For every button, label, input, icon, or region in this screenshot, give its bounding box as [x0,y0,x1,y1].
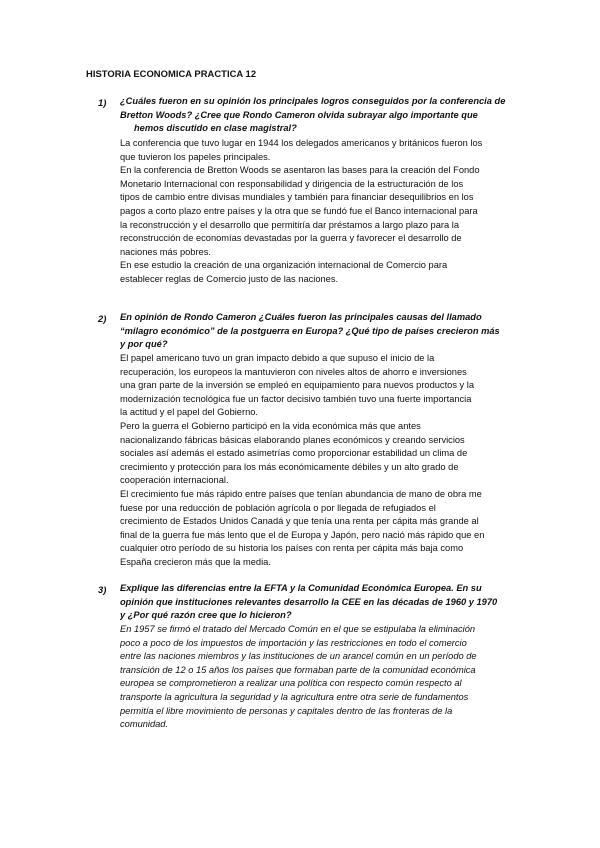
answer-line: transporte la agricultura la seguridad y la agricultura entre otra serie de fundamentos [120,691,469,702]
question-2-number: 2) [98,313,107,324]
answer-line: comunidad. [120,719,169,730]
answer-line: modernización tecnológica fue un factor decisivo también tuvo una fuerte importancia [120,393,472,404]
answer-line: La conferencia que tuvo lugar en 1944 los delegados americanos y británicos fueron los [120,138,483,148]
answer-line: final de la guerra fue más lento que el de Europa y Japón, pero nació más rápido que en [120,529,485,540]
answer-1 [120,137,520,287]
answer-2 [120,352,520,570]
question-2-text [120,311,520,352]
answer-line: Pero la guerra el Gobierno participó en la vida económica más que antes [120,420,421,431]
question-line: En opinión de Rondo Cameron ¿Cuáles fueron las principales causas del llamado [120,312,482,322]
question-3-number: 3) [98,584,107,595]
answer-line: la reconstrucción y el desarrollo que permitiría dar préstamos a largo plazo para la [120,219,459,230]
answer-line: En 1957 se firmó el tratado del Mercado Común en el que se estipulaba la eliminación [120,624,476,634]
question-line: y por qué? [120,339,168,350]
answer-line: fuese por una reducción de población agrícola o por llegada de refugiados el [120,502,436,513]
answer-line: establecer reglas de Comercio justo de las naciones. [120,273,339,284]
answer-line: entre las naciones miembros y las instituciones de un arancel común en un período de [120,651,477,662]
answer-line: reconstrucción de economías devastadas por la guerra y favorecer el desarrollo de [120,233,462,244]
question-3-text [120,582,520,623]
answer-line: europea se comprometieron a realizar una política con respecto común respecto al [120,678,462,689]
answer-line: nacionalizando fábricas básicas elaborando planes económicos y creando servicios [120,434,465,445]
answer-line: tipos de cambio entre divisas mundiales y también para financiar desequilibrios en los [120,192,474,203]
question-line: ¿Cuáles fueron en su opinión los principales logros conseguidos por la conferencia de [120,96,506,106]
document-title: HISTORIA ECONOMICA PRACTICA 12 [86,68,257,79]
answer-line: cooperación internacional. [120,475,229,486]
answer-line: una gran parte de la inversión se empleó en equipamiento para nuevos productos y la [120,380,475,391]
answer-3 [120,623,520,732]
question-line: “milagro económico” de la postguerra en Europa? ¿Qué tipo de países crecieron más [120,325,500,336]
answer-line: Monetario Internacional con responsabilidad y dirigencia de la estructuración de los [120,178,464,189]
question-line: y ¿Por qué razón cree que lo hicieron? [120,610,292,621]
answer-line: El crecimiento fue más rápido entre países que tenían abundancia de mano de obra me [120,488,482,499]
answer-line: El papel americano tuvo un gran impacto debido a que supuso el inicio de la [120,353,435,363]
answer-line: crecimiento y protección para los más económicamente débiles y un alto grado de [120,461,459,472]
question-line: opinión que instituciones relevantes desarrollo la CEE en las décadas de 1960 y 1970 [120,596,498,607]
answer-line: permitía el libre movimiento de personas y capitales dentro de las fronteras de la [120,705,453,716]
answer-line: crecimiento de Estados Unidos Canadá y que tenía una renta per cápita más grande al [120,516,479,527]
answer-line: En ese estudio la creación de una organización internacional de Comercio para [120,260,448,271]
question-line: hemos discutido en clase magistral? [134,123,297,134]
answer-line: España crecieron más que la media. [120,556,271,567]
question-line: Explique las diferencias entre la EFTA y la Comunidad Económica Europea. En su [120,583,482,593]
answer-line: sociales así además el estado asimetrías como proporcionar estabilidad un clima de [120,448,468,459]
answer-line: En la conferencia de Bretton Woods se asentaron las bases para la creación del Fondo [120,165,480,176]
answer-line: pagos a corto plazo entre países y la otra que se fundó fue el Banco internacional para [120,205,478,216]
answer-line: recuperación, los europeos la mantuvieron con niveles altos de ahorro e inversiones [120,366,467,377]
answer-line: que tuvieron los papeles principales. [120,151,271,162]
question-1-number: 1) [98,97,107,108]
answer-line: poco a poco de los impuestos de importación y las restricciones en todo el comercio [120,637,467,648]
question-1-text [120,95,520,136]
question-line: Bretton Woods? ¿Cree que Rondo Cameron olvida subrayar algo importante que [120,109,478,120]
answer-line: transición de 12 o 15 años los países que formaban parte de la comunidad económica [120,664,476,675]
answer-line: naciones más pobres. [120,246,211,257]
answer-line: cualquier otro período de su historia los países con renta per cápita más baja como [120,543,464,554]
answer-line: la actitud y el papel del Gobierno. [120,407,258,418]
